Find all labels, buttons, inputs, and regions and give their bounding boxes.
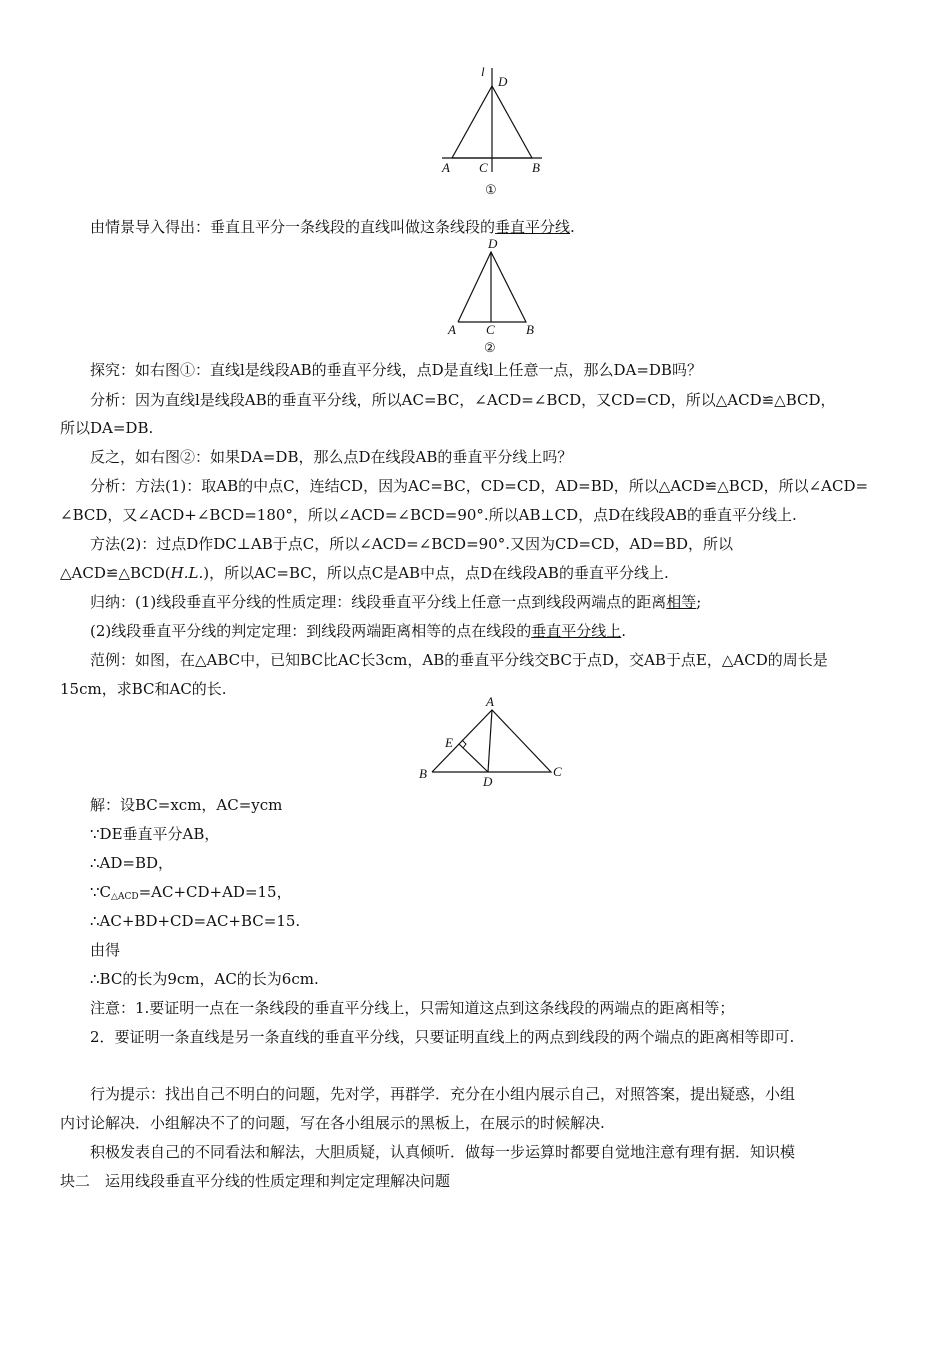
label-a: A (442, 160, 450, 175)
triangle-abd-2 (458, 252, 526, 322)
summary-1-text: 归纳：(1)线段垂直平分线的性质定理：线段垂直平分线上任意一点到线段两端点的距离 (90, 593, 667, 611)
intro-text: 由情景导入得出：垂直且平分一条线段的直线叫做这条线段的 (90, 218, 496, 236)
label-a-2: A (448, 322, 456, 337)
term-equal: 相等 (666, 593, 697, 611)
behavior-tip-line-1: 行为提示：找出自己不明白的问题，先对学，再群学．充分在小组内展示自己，对照答案，提出疑惑，小组 (90, 1085, 796, 1103)
label-c-3: C (553, 764, 562, 779)
perimeter-equation: =AC+CD+AD=15， (138, 883, 292, 901)
analysis-1-line-2: 所以DA=DB. (60, 419, 154, 437)
hl-abbrev: H.L. (170, 564, 204, 582)
summary-1-suffix: ; (696, 593, 702, 611)
label-d-2: D (488, 238, 498, 251)
term-on-bisector: 垂直平分线上 (531, 622, 622, 640)
perimeter-subscript: △ACD (111, 892, 139, 902)
summary-2-suffix: . (621, 622, 627, 640)
label-a-3: A (486, 696, 494, 709)
label-l: l (481, 64, 485, 79)
solution-step-1: 解：设BC=xcm，AC=ycm (90, 796, 283, 814)
solution-step-6: 由得 (90, 941, 121, 959)
method-1-line-1: 分析：方法(1)：取AB的中点C，连结CD，因为AC=BC，CD=CD，AD=BD，所以△ACD≌△BCD，所以∠ACD= (90, 477, 869, 495)
figure-1-caption: ① (485, 182, 497, 197)
perimeter-symbol: ∵C (90, 883, 112, 901)
label-b: B (532, 160, 540, 175)
label-b-3: B (419, 766, 427, 781)
label-e-3: E (445, 735, 453, 750)
label-b-2: B (526, 322, 534, 337)
note-2: 2．要证明一条直线是另一条直线的垂直平分线，只要证明直线上的两点到线段的两个端点的距离相等即可. (90, 1028, 795, 1046)
note-1: 注意：1.要证明一点在一条线段的垂直平分线上，只需知道这点到这条线段的两端点的距离相等； (90, 999, 735, 1017)
summary-2 (60, 620, 925, 642)
label-c: C (479, 160, 488, 175)
method-2-text-a: △ACD≌△BCD( (60, 564, 171, 582)
behavior-tip-line-2: 内讨论解决．小组解决不了的问题，写在各小组展示的黑板上，在展示的时候解决. (60, 1114, 605, 1132)
label-c-2: C (486, 322, 495, 337)
method-1-line-2: ∠BCD，又∠ACD+∠BCD=180°，所以∠ACD=∠BCD=90°.所以AB⊥CD，点D在线段AB的垂直平分线上. (60, 506, 797, 524)
intro-paragraph (60, 216, 925, 238)
figure-2-caption: ② (484, 340, 496, 355)
segment-ad (488, 710, 492, 772)
explore-question: 探究：如右图①：直线l是线段AB的垂直平分线，点D是直线l上任意一点，那么DA=DB吗？ (90, 361, 702, 379)
example-line-1: 范例：如图，在△ABC中，已知BC比AC长3cm，AB的垂直平分线交BC于点D，交AB于点E，△ACD的周长是 (90, 651, 828, 669)
solution-step-7: ∴BC的长为9cm，AC的长为6cm. (90, 970, 319, 988)
intro-suffix: . (570, 218, 575, 236)
term-perpendicular-bisector: 垂直平分线 (495, 218, 571, 236)
solution-step-4 (60, 881, 925, 908)
method-2-line-2 (60, 562, 895, 584)
figure-2 (440, 238, 550, 356)
converse-question: 反之，如右图②：如果DA=DB，那么点D在线段AB的垂直平分线上吗？ (90, 448, 573, 466)
figure-3 (415, 696, 575, 792)
active-tip-line-2: 块二 运用线段垂直平分线的性质定理和判定定理解决问题 (60, 1172, 451, 1190)
label-d: D (498, 74, 508, 89)
analysis-1-line-1: 分析：因为直线l是线段AB的垂直平分线，所以AC=BC，∠ACD=∠BCD，又CD=CD，所以△ACD≌△BCD， (90, 391, 836, 409)
example-line-2: 15cm，求BC和AC的长. (60, 680, 227, 698)
label-d-3: D (483, 774, 493, 789)
method-2-text-b: )，所以AC=BC，所以点C是AB中点，点D在线段AB的垂直平分线上. (203, 564, 669, 582)
summary-1 (60, 591, 925, 613)
solution-step-3: ∴AD=BD， (90, 854, 174, 872)
figure-1 (430, 60, 560, 200)
solution-step-2: ∵DE垂直平分AB， (90, 825, 220, 843)
summary-2-text: (2)线段垂直平分线的判定定理：到线段两端距离相等的点在线段的 (90, 622, 532, 640)
method-2-line-1: 方法(2)：过点D作DC⊥AB于点C，所以∠ACD=∠BCD=90°.又因为CD=CD，AD=BD，所以 (90, 535, 734, 553)
solution-step-5: ∴AC+BD+CD=AC+BC=15. (90, 912, 301, 930)
active-tip-line-1: 积极发表自己的不同看法和解法，大胆质疑，认真倾听．做每一步运算时都要自觉地注意有理有据．知识模 (90, 1143, 796, 1161)
